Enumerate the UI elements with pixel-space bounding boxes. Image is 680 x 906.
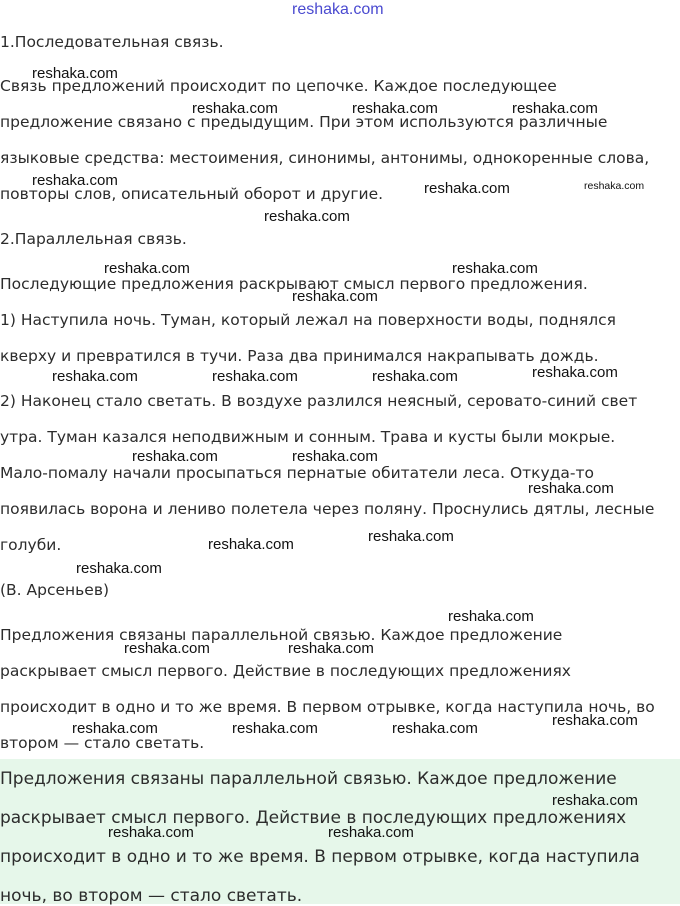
watermark: reshaka.com <box>132 448 218 465</box>
text-line: Связь предложений происходит по цепочке. Каждое последующее <box>0 77 557 95</box>
watermark: reshaka.com <box>368 528 454 545</box>
highlight-line: ночь, во втором — стало светать. <box>0 886 303 906</box>
highlight-line: Предложения связаны параллельной связью. Каждое предложение <box>0 769 617 789</box>
watermark: reshaka.com <box>552 792 638 809</box>
text-line: 1.Последовательная связь. <box>0 33 224 51</box>
watermark: reshaka.com <box>372 368 458 385</box>
text-line: Предложения связаны параллельной связью. Каждое предложение <box>0 626 563 644</box>
text-line: появилась ворона и лениво полетела через поляну. Проснулись дятлы, лесные <box>0 500 655 518</box>
watermark: reshaka.com <box>208 536 294 553</box>
text-line: утра. Туман казался неподвижным и сонным. Трава и кусты были мокрые. <box>0 428 616 446</box>
text-line: повторы слов, описательный оборот и другие. <box>0 185 384 203</box>
watermark: reshaka.com <box>124 640 210 657</box>
watermark: reshaka.com <box>392 720 478 737</box>
highlight-line: раскрывает смысл первого. Действие в последующих предложениях <box>0 808 627 828</box>
text-line: кверху и превратился в тучи. Раза два принимался накрапывать дождь. <box>0 347 599 365</box>
watermark: reshaka.com <box>104 260 190 277</box>
watermark: reshaka.com <box>292 288 378 305</box>
watermark: reshaka.com <box>452 260 538 277</box>
watermark: reshaka.com <box>232 720 318 737</box>
text-line: Мало-помалу начали просыпаться пернатые обитатели леса. Откуда-то <box>0 464 595 482</box>
watermark: reshaka.com <box>448 608 534 625</box>
text-line: голуби. <box>0 536 62 554</box>
author-attribution: (В. Арсеньев) <box>0 581 110 599</box>
text-line: Последующие предложения раскрывают смысл первого предложения. <box>0 275 588 293</box>
site-title[interactable]: reshaka.com <box>292 1 384 18</box>
text-line: 2.Параллельная связь. <box>0 230 187 248</box>
watermark: reshaka.com <box>512 100 598 117</box>
text-line: втором — стало светать. <box>0 734 205 752</box>
watermark: reshaka.com <box>192 100 278 117</box>
watermark: reshaka.com <box>352 100 438 117</box>
text-line: 1) Наступила ночь. Туман, который лежал на поверхности воды, поднялся <box>0 311 617 329</box>
watermark: reshaka.com <box>264 208 350 225</box>
highlight-line: происходит в одно и то же время. В первом отрывке, когда наступила <box>0 847 640 867</box>
text-line: языковые средства: местоимения, синонимы, антонимы, однокоренные слова, <box>0 149 650 167</box>
watermark: reshaka.com <box>288 640 374 657</box>
watermark: reshaka.com <box>528 480 614 497</box>
text-line: 2) Наконец стало светать. В воздухе разлился неясный, серовато-синий свет <box>0 392 638 410</box>
text-line: происходит в одно и то же время. В первом отрывке, когда наступила ночь, во <box>0 698 655 716</box>
text-line: предложение связано с предыдущим. При этом используются различные <box>0 113 608 131</box>
watermark: reshaka.com <box>32 65 118 82</box>
watermark: reshaka.com <box>108 824 194 841</box>
watermark: reshaka.com <box>584 180 645 192</box>
watermark: reshaka.com <box>424 180 510 197</box>
watermark: reshaka.com <box>532 364 618 381</box>
watermark: reshaka.com <box>72 720 158 737</box>
watermark: reshaka.com <box>212 368 298 385</box>
watermark: reshaka.com <box>552 712 638 729</box>
watermark: reshaka.com <box>328 824 414 841</box>
watermark: reshaka.com <box>52 368 138 385</box>
text-line: раскрывает смысл первого. Действие в последующих предложениях <box>0 662 571 680</box>
watermark: reshaka.com <box>292 448 378 465</box>
watermark: reshaka.com <box>76 560 162 577</box>
watermark: reshaka.com <box>32 172 118 189</box>
